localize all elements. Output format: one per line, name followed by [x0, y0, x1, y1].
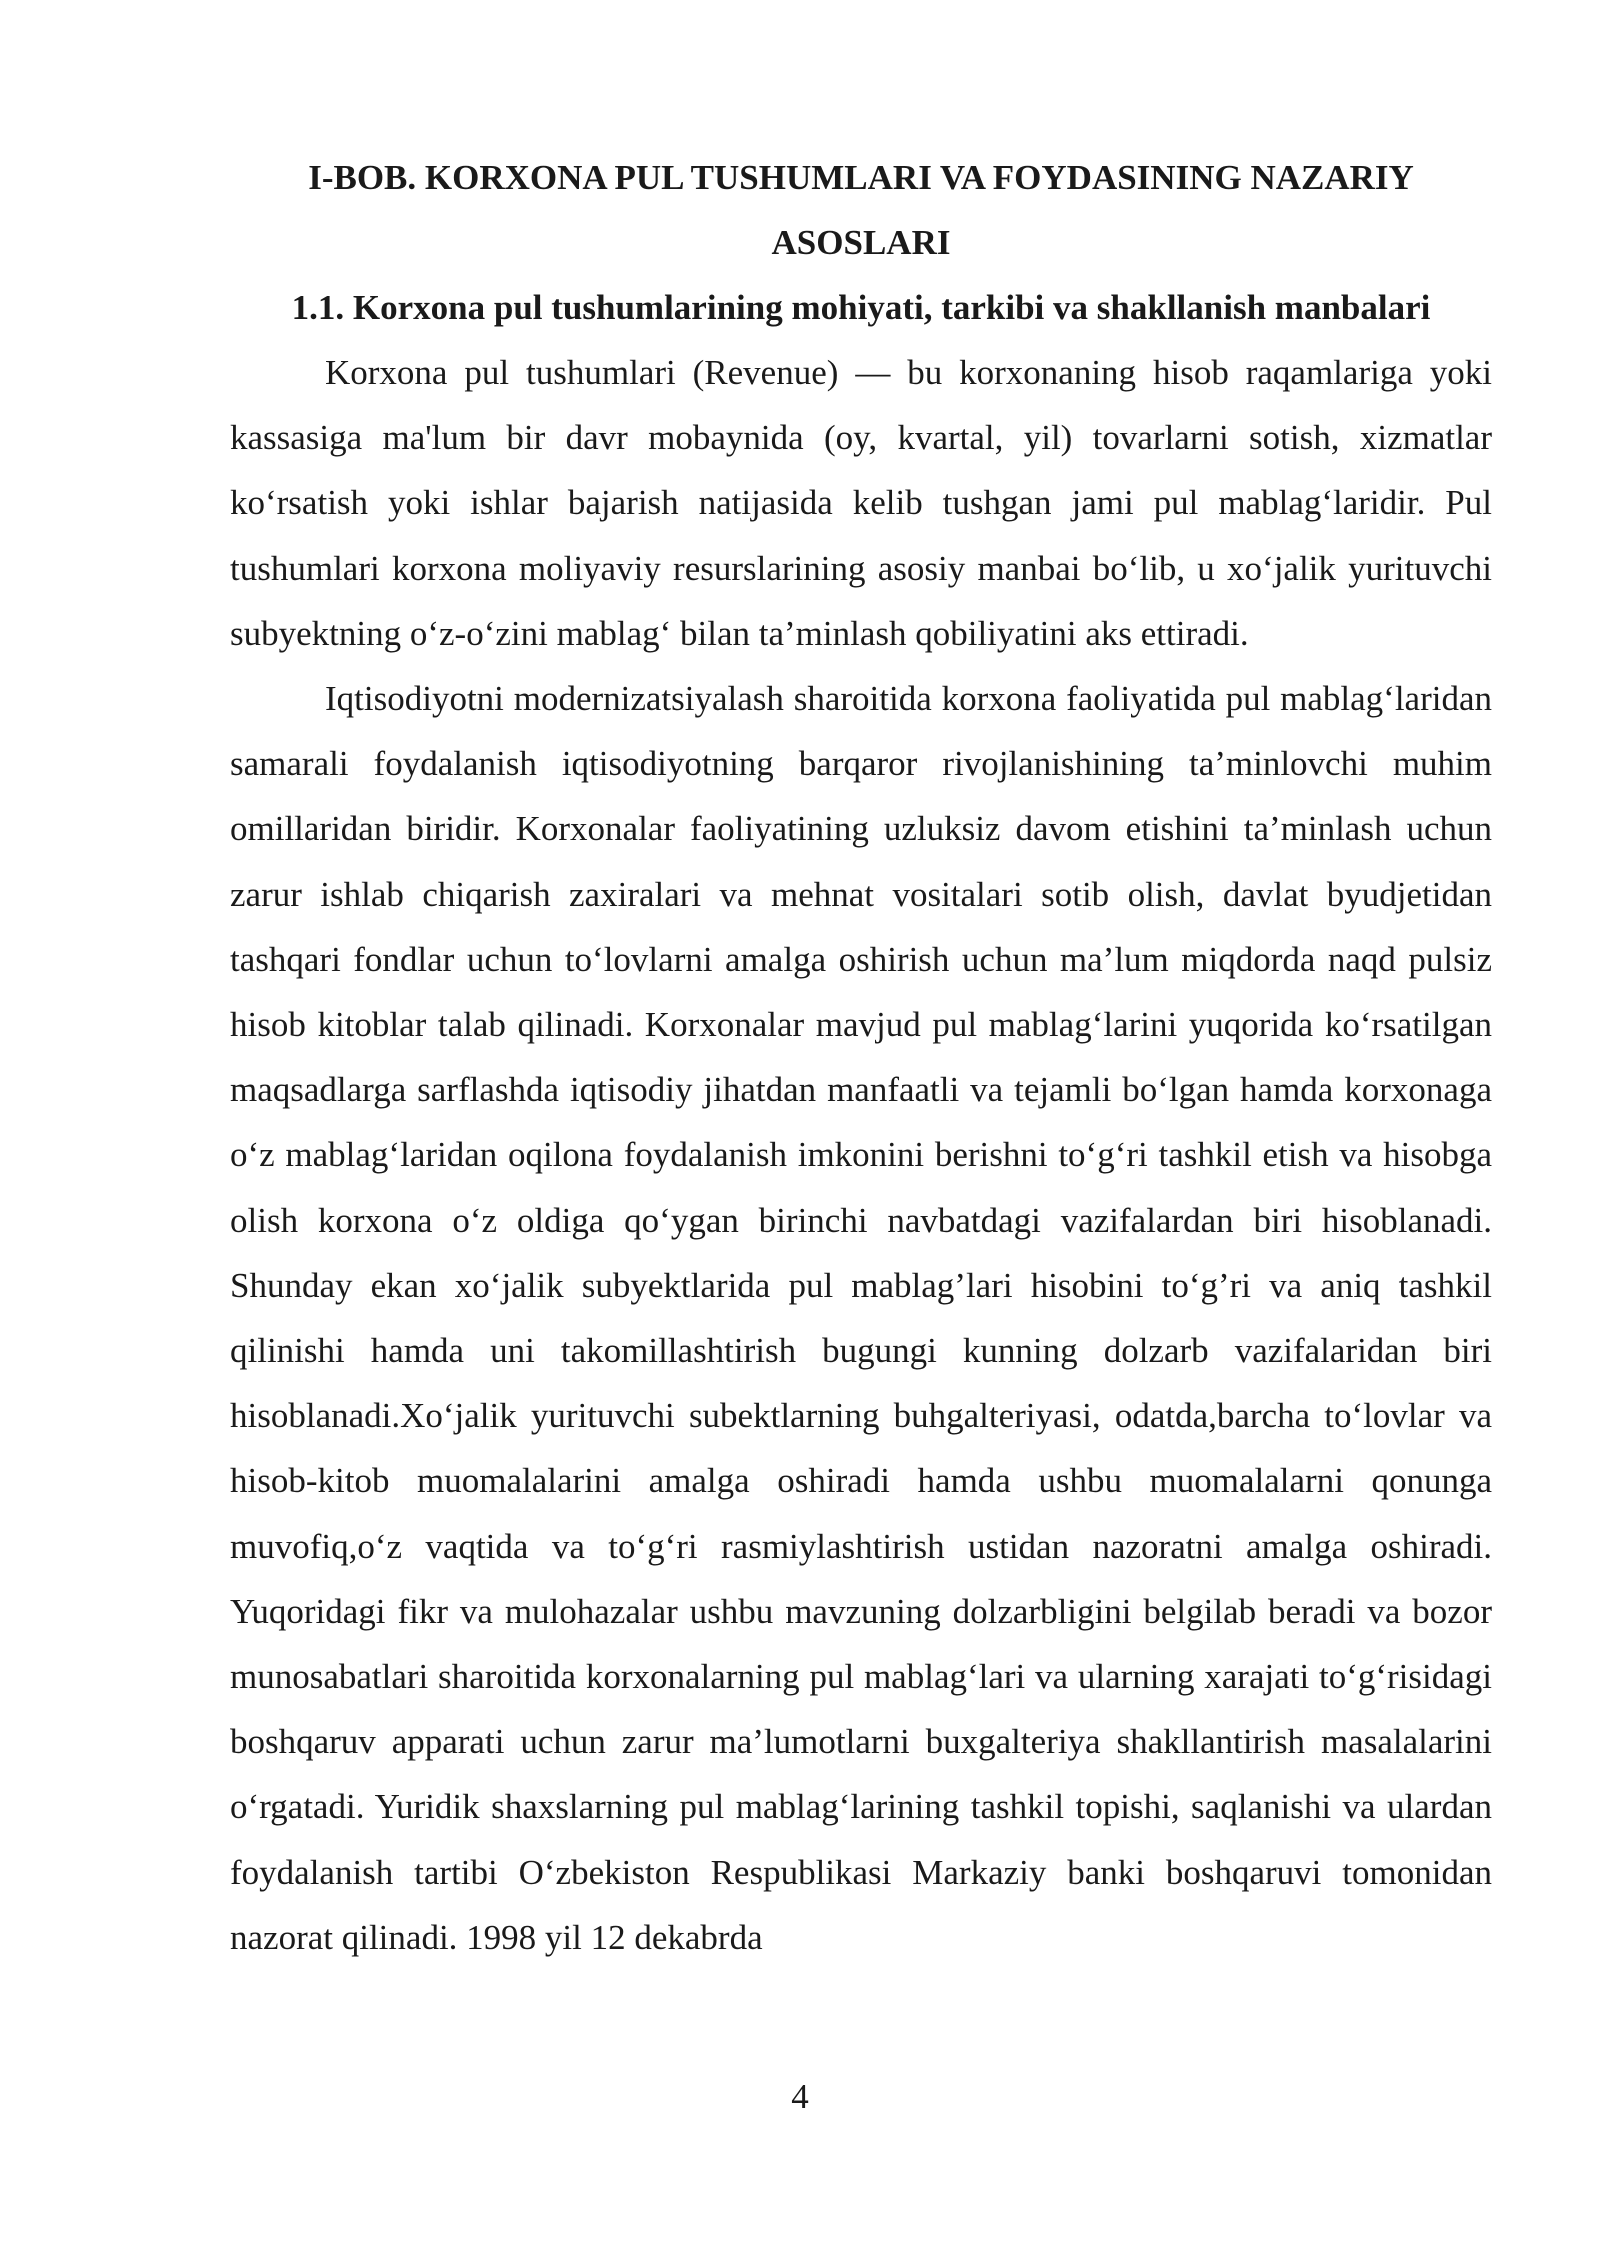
- document-page: [230, 145, 1492, 1970]
- body-paragraph-2: Iqtisodiyotni modernizatsiyalash sharoitida korxona faoliyatida pul mablag‘laridan samarali foydalanish iqtisodiyotning barqaror rivojlanishining ta’minlovchi muhim omillaridan biridir. Korxonalar faoliyatining uzluksiz davom etishini ta’minlash uchun zarur ishlab chiqarish zaxiralari va mehnat vositalari sotib olish, davlat byudjetidan tashqari fondlar uchun to‘lovlarni amalga oshirish uchun ma’lum miqdorda naqd pulsiz hisob kitoblar talab qilinadi. Korxonalar mavjud pul mablag‘larini yuqorida ko‘rsatilgan maqsadlarga sarflashda iqtisodiy jihatdan manfaatli va tejamli bo‘lgan hamda korxonaga o‘z mablag‘laridan oqilona foydalanish imkonini berishni to‘g‘ri tashkil etish va hisobga olish korxona o‘z oldiga qo‘ygan birinchi navbatdagi vazifalardan biri hisoblanadi. Shunday ekan xo‘jalik subyektlarida pul mablag’lari hisobini to‘g’ri va aniq tashkil qilinishi hamda uni takomillashtirish bugungi kunning dolzarb vazifalaridan biri hisoblanadi.Xo‘jalik yurituvchi subektlarning buhgalteriyasi, odatda,barcha to‘lovlar va hisob-kitob muomalalarini amalga oshiradi hamda ushbu muomalalarni qonunga muvofiq,o‘z vaqtida va to‘g‘ri rasmiylashtirish ustidan nazoratni amalga oshiradi. Yuqoridagi fikr va mulohazalar ushbu mavzuning dolzarbligini belgilab beradi va bozor munosabatlari sharoitida korxonalarning pul mablag‘lari va ularning xarajati to‘g‘risidagi boshqaruv apparati uchun zarur ma’lumotlarni buxgalteriya shakllantirish masalalarini o‘rgatadi. Yuridik shaxslarning pul mablag‘larining tashkil topishi, saqlanishi va ulardan foydalanish tartibi O‘zbekiston Respublikasi Markaziy banki boshqaruvi tomonidan nazorat qilinadi. 1998 yil 12 dekabrda: [230, 679, 1492, 1957]
- page-number: 4: [791, 2077, 809, 2116]
- section-title: 1.1. Korxona pul tushumlarining mohiyati, tarkibi va shakllanish manbalari: [291, 288, 1431, 327]
- chapter-title: I-BOB. KORXONA PUL TUSHUMLARI VA FOYDASINING NAZARIY ASOSLARI: [308, 158, 1414, 262]
- body-paragraph-1: Korxona pul tushumlari (Revenue) — bu korxonaning hisob raqamlariga yoki kassasiga ma'lum bir davr mobaynida (oy, kvartal, yil) tovarlarni sotish, xizmatlar ko‘rsatish yoki ishlar bajarish natijasida kelib tushgan jami pul mablag‘laridir. Pul tushumlari korxona moliyaviy resurslarining asosiy manbai bo‘lib, u xo‘jalik yurituvchi subyektning o‘z-o‘zini mablag‘ bilan ta’minlash qobiliyatini aks ettiradi.: [230, 353, 1492, 653]
